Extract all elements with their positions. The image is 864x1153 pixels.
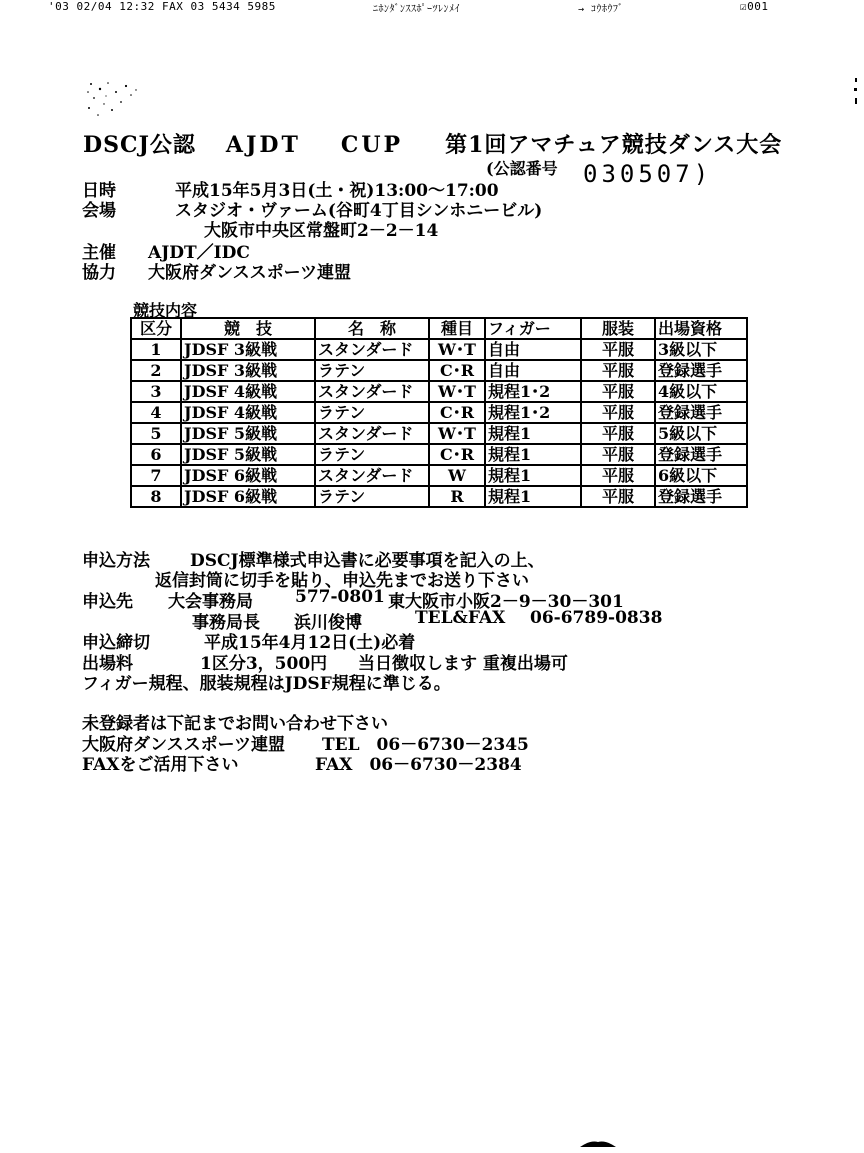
competition-table: [130, 317, 748, 508]
application-to-label: 申込先: [82, 592, 133, 612]
cell-name: ラテン: [315, 360, 429, 381]
cell-dress: 平服: [581, 360, 655, 381]
scan-edge-mark: [853, 78, 859, 108]
cell-competition: JDSF 6級戦: [181, 486, 315, 507]
document-title: [83, 128, 782, 159]
date-value: 平成15年5月3日(土・祝)13:00～17:00: [175, 181, 499, 201]
cell-figure: 自由: [485, 360, 581, 381]
cell-qualification: 登録選手: [655, 486, 747, 507]
fee-label: 出場料: [82, 654, 133, 674]
cell-name: ラテン: [315, 402, 429, 423]
application-method-label: 申込方法: [82, 551, 150, 571]
contact-fax-note: FAXをご活用下さい: [82, 755, 239, 775]
fee-value: 1区分3，500円: [200, 654, 328, 674]
cell-qualification: 6級以下: [655, 465, 747, 486]
cell-figure: 規程1: [485, 444, 581, 465]
cell-dress: 平服: [581, 423, 655, 444]
cell-figure: 規程1: [485, 486, 581, 507]
venue-label: 会場: [82, 201, 116, 221]
cell-figure: 規程1･2: [485, 402, 581, 423]
header-competition: 競 技: [181, 318, 315, 339]
cell-competition: JDSF 5級戦: [181, 423, 315, 444]
approval-label: (公認番号: [486, 159, 558, 178]
header-event-type: 種目: [429, 318, 485, 339]
competition-section-label: 競技内容: [133, 301, 198, 320]
cell-event-type: W: [429, 465, 485, 486]
cell-name: ラテン: [315, 444, 429, 465]
cell-figure: 規程1: [485, 423, 581, 444]
office-address: 東大阪市小阪2－9－30－301: [388, 592, 624, 612]
table-header-row: [131, 318, 747, 339]
title-event-name: 第1回アマチュア競技ダンス大会: [445, 132, 783, 158]
cell-event-type: W･T: [429, 423, 485, 444]
fax-recipient: → ｺｳﾎｳﾌﾞ: [578, 4, 624, 15]
fax-transmission-header: [0, 0, 864, 14]
cell-event-type: R: [429, 486, 485, 507]
title-organizer: AJDT: [225, 132, 301, 158]
cell-name: スタンダード: [315, 465, 429, 486]
cell-name: スタンダード: [315, 339, 429, 360]
table-row: [131, 381, 747, 402]
cell-competition: JDSF 4級戦: [181, 381, 315, 402]
cell-division: 8: [131, 486, 181, 507]
cell-qualification: 登録選手: [655, 360, 747, 381]
telfax-number: 06-6789-0838: [530, 608, 663, 628]
cell-dress: 平服: [581, 402, 655, 423]
cell-figure: 自由: [485, 339, 581, 360]
deadline-value: 平成15年4月12日(土)必着: [204, 633, 416, 653]
application-method-line2: 返信封筒に切手を貼り、申込先までお送り下さい: [155, 571, 529, 591]
cooperation-label: 協力: [82, 263, 116, 283]
title-cup: CUP: [340, 132, 404, 158]
scan-noise-speckle: [86, 80, 146, 120]
cooperation-value: 大阪府ダンススポーツ連盟: [148, 263, 351, 283]
table-row: [131, 444, 747, 465]
contact-intro: 未登録者は下記までお問い合わせ下さい: [82, 714, 388, 734]
header-dress: 服装: [581, 318, 655, 339]
scan-bottom-mark: [580, 1140, 616, 1148]
header-qualification: 出場資格: [655, 318, 747, 339]
cell-dress: 平服: [581, 339, 655, 360]
office-name: 大会事務局: [168, 592, 253, 612]
cell-event-type: W･T: [429, 339, 485, 360]
cell-division: 1: [131, 339, 181, 360]
cell-figure: 規程1: [485, 465, 581, 486]
contact-organization: 大阪府ダンススポーツ連盟: [82, 735, 285, 755]
office-zip: 577-0801: [295, 587, 385, 607]
cell-division: 2: [131, 360, 181, 381]
date-label: 日時: [82, 181, 116, 201]
cell-event-type: W･T: [429, 381, 485, 402]
telfax-label: TEL&FAX: [415, 608, 506, 628]
cell-division: 4: [131, 402, 181, 423]
director-title: 事務局長: [192, 613, 260, 633]
cell-dress: 平服: [581, 444, 655, 465]
table-row: [131, 465, 747, 486]
fax-datetime: '03 02/04 12:32 FAX 03 5434 5985: [48, 0, 276, 13]
organizer-label: 主催: [82, 243, 116, 263]
cell-name: スタンダード: [315, 381, 429, 402]
table-row: [131, 423, 747, 444]
cell-division: 5: [131, 423, 181, 444]
cell-competition: JDSF 4級戦: [181, 402, 315, 423]
organizer-value: AJDT／IDC: [148, 243, 250, 263]
table-row: [131, 402, 747, 423]
cell-qualification: 登録選手: [655, 444, 747, 465]
cell-competition: JDSF 3級戦: [181, 339, 315, 360]
rules-note: フィガー規程、服装規程はJDSF規程に準じる。: [82, 674, 451, 694]
cell-qualification: 5級以下: [655, 423, 747, 444]
cell-event-type: C･R: [429, 444, 485, 465]
cell-dress: 平服: [581, 486, 655, 507]
contact-fax: FAX 06－6730－2384: [315, 755, 522, 775]
cell-competition: JDSF 5級戦: [181, 444, 315, 465]
table-row: [131, 360, 747, 381]
approval-number: 030507): [583, 160, 713, 188]
cell-name: ラテン: [315, 486, 429, 507]
cell-qualification: 3級以下: [655, 339, 747, 360]
cell-qualification: 登録選手: [655, 402, 747, 423]
cell-event-type: C･R: [429, 360, 485, 381]
cell-figure: 規程1･2: [485, 381, 581, 402]
header-name: 名 称: [315, 318, 429, 339]
cell-competition: JDSF 3級戦: [181, 360, 315, 381]
application-method-line1: DSCJ標準様式申込書に必要事項を記入の上、: [190, 551, 545, 571]
cell-dress: 平服: [581, 465, 655, 486]
cell-division: 7: [131, 465, 181, 486]
header-division: 区分: [131, 318, 181, 339]
fax-page-number: ☑001: [740, 0, 769, 13]
director-name: 浜川俊博: [294, 613, 362, 633]
table-row: [131, 486, 747, 507]
contact-tel: TEL 06－6730－2345: [322, 735, 529, 755]
cell-division: 3: [131, 381, 181, 402]
cell-qualification: 4級以下: [655, 381, 747, 402]
header-figure: フィガー: [485, 318, 581, 339]
table-row: [131, 339, 747, 360]
cell-event-type: C･R: [429, 402, 485, 423]
fax-sender: ﾆﾎﾝﾀﾞﾝｽｽﾎﾟｰﾂﾚﾝﾒｲ: [373, 4, 460, 15]
cell-competition: JDSF 6級戦: [181, 465, 315, 486]
venue-address: 大阪市中央区常盤町2－2－14: [204, 221, 439, 241]
deadline-label: 申込締切: [82, 633, 150, 653]
cell-division: 6: [131, 444, 181, 465]
title-certification: DSCJ公認: [83, 132, 196, 158]
fee-note: 当日徴収します 重複出場可: [358, 654, 568, 674]
cell-name: スタンダード: [315, 423, 429, 444]
cell-dress: 平服: [581, 381, 655, 402]
venue-name: スタジオ・ヴァーム(谷町4丁目シンホニービル): [175, 201, 543, 221]
